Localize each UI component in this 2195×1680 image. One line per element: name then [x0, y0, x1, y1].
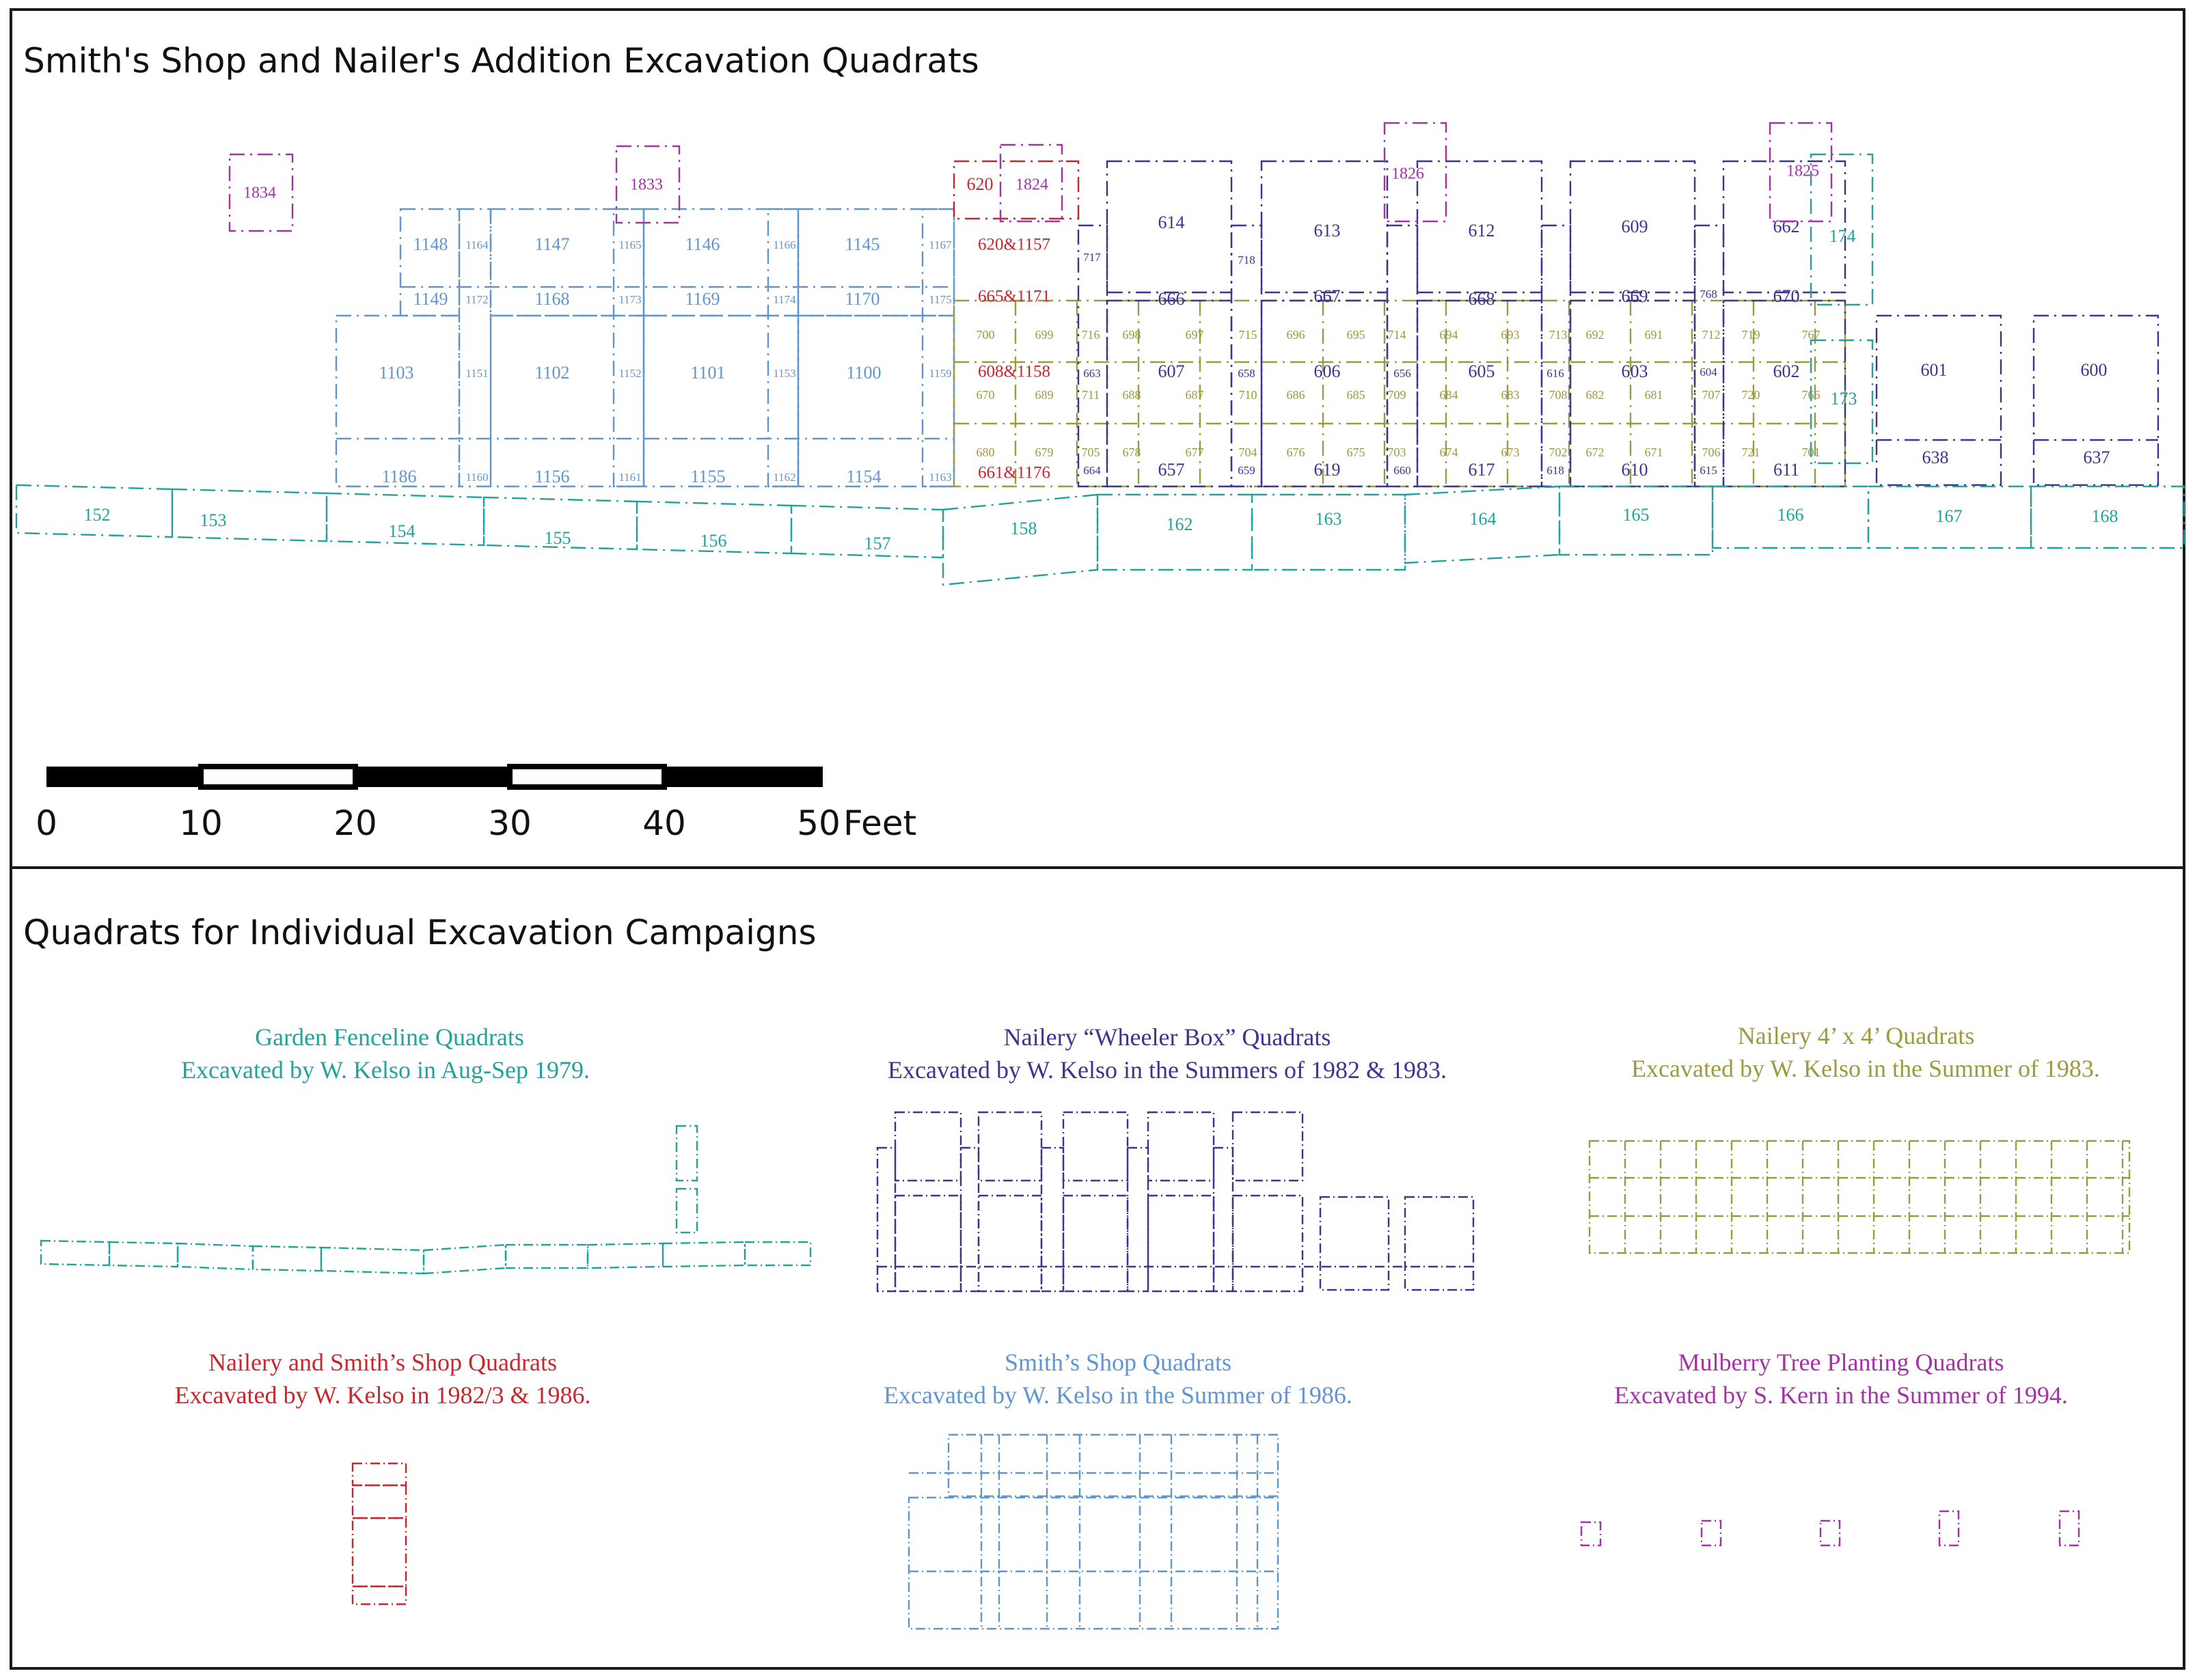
quadrat-label: 694 [1439, 328, 1458, 342]
quadrat-outline [1148, 1196, 1214, 1291]
quadrat-label: 1162 [773, 470, 796, 484]
scale-label-0: 0 [36, 803, 57, 843]
quadrat-label: 689 [1035, 388, 1054, 402]
layer-sb [336, 209, 954, 486]
quadrat-label: 661&1176 [977, 463, 1051, 482]
top-site-plan [16, 123, 2184, 585]
quadrat-label: 691 [1644, 328, 1663, 342]
quadrat-outline [2060, 1511, 2079, 1545]
layer-fx [954, 301, 1845, 486]
quadrat-label: 606 [1313, 361, 1341, 381]
quadrat-outline [895, 1112, 961, 1181]
quadrat-outline [979, 1112, 1041, 1181]
quadrat-outline [1320, 1197, 1389, 1290]
quadrat-label: 610 [1621, 459, 1648, 480]
quadrat-outline [353, 1463, 406, 1485]
quadrat-label: 671 [1644, 445, 1663, 460]
thumb-smiths-shop [909, 1435, 1278, 1629]
quadrat-label: 1160 [465, 470, 489, 484]
quadrat-label: 684 [1439, 388, 1458, 402]
campaign-subtitle: Excavated by W. Kelso in 1982/3 & 1986. [174, 1381, 591, 1409]
quadrat-label: 717 [1083, 250, 1101, 264]
quadrat-outline [178, 1243, 253, 1269]
quadrat-outline [336, 316, 459, 486]
quadrat-label: 155 [544, 527, 571, 548]
quadrat-label: 716 [1081, 328, 1100, 342]
quadrat-label: 667 [1313, 286, 1341, 306]
quadrat-label: 166 [1777, 504, 1804, 525]
campaign-subtitle: Excavated by W. Kelso in the Summer of 1983. [1631, 1055, 2100, 1082]
quadrat-outline [961, 1148, 979, 1291]
quadrat-label: 1159 [929, 366, 952, 380]
quadrat-outline [1063, 1112, 1128, 1181]
quadrat-label: 657 [1158, 459, 1185, 480]
quadrat-label: 659 [1238, 463, 1255, 477]
quadrat-label: 678 [1122, 445, 1141, 460]
quadrat-outline [1214, 1148, 1233, 1291]
quadrat-label: 675 [1346, 445, 1365, 460]
campaign-title: Smith’s Shop Quadrats [1004, 1349, 1232, 1376]
quadrat-label: 157 [864, 533, 891, 553]
quadrat-outline [1233, 1196, 1303, 1291]
quadrat-label: 1146 [685, 234, 720, 254]
layer-mb [230, 123, 1831, 231]
quadrat-label: 619 [1313, 459, 1341, 480]
quadrat-label: 165 [1622, 504, 1650, 525]
quadrat-outline [506, 1245, 588, 1268]
quadrat-outline [677, 1189, 697, 1233]
quadrat-label: 1170 [845, 288, 880, 309]
campaign-subtitle: Excavated by W. Kelso in the Summers of 1982 & 1983. [888, 1056, 1447, 1084]
quadrat-label: 669 [1621, 286, 1648, 306]
quadrat-label: 1167 [929, 238, 952, 251]
quadrat-outline [353, 1586, 406, 1604]
quadrat-label: 1147 [534, 234, 570, 254]
quadrat-label: 604 [1700, 365, 1717, 378]
scale-unit-label: Feet [843, 803, 917, 843]
campaign-title: Garden Fenceline Quadrats [255, 1023, 524, 1051]
quadrat-label: 660 [1393, 463, 1411, 477]
thumb-four-by-four [1590, 1141, 2129, 1253]
scale-segment-3 [355, 767, 510, 787]
quadrat-label: 683 [1501, 388, 1520, 402]
quadrat-label: 1102 [534, 362, 570, 383]
quadrat-label: 680 [976, 445, 995, 460]
thumb-mulberry [1581, 1511, 2079, 1545]
campaign-subtitle: Excavated by S. Kern in the Summer of 1994. [1614, 1381, 2068, 1409]
quadrat-label: 666 [1158, 288, 1185, 309]
quadrat-outline [895, 1196, 961, 1291]
scale-segment-2 [201, 767, 355, 787]
quadrat-outline [1821, 1521, 1840, 1545]
quadrat-outline [877, 1148, 895, 1291]
quadrat-label: 672 [1585, 445, 1605, 460]
quadrat-outline [909, 1498, 1278, 1629]
quadrat-label: 712 [1702, 328, 1721, 342]
quadrat-label: 705 [1081, 445, 1100, 460]
quadrat-label: 1834 [243, 184, 276, 202]
scale-label-50: 50 [797, 803, 841, 843]
quadrat-label: 695 [1346, 328, 1365, 342]
quadrat-label: 658 [1238, 366, 1255, 380]
quadrat-label: 677 [1185, 445, 1204, 460]
quadrat-label: 600 [2080, 359, 2108, 380]
scale-segment-4 [510, 767, 664, 787]
quadrat-label: 704 [1238, 445, 1257, 460]
quadrat-label: 1833 [630, 176, 663, 194]
scale-bar [36, 767, 916, 843]
quadrat-label: 767 [1801, 328, 1821, 342]
quadrat-label: 693 [1501, 328, 1520, 342]
quadrat-label: 153 [200, 510, 227, 530]
quadrat-label: 663 [1083, 366, 1101, 380]
quadrat-label: 1153 [773, 366, 796, 380]
quadrat-label: 1169 [685, 288, 720, 309]
quadrat-label: 613 [1313, 220, 1341, 240]
quadrat-label: 707 [1702, 388, 1721, 402]
quadrat-outline [1590, 1141, 2129, 1253]
quadrat-label: 656 [1393, 366, 1411, 380]
quadrat-label: 1154 [846, 466, 882, 486]
quadrat-outline [321, 1248, 424, 1273]
scale-label-30: 30 [488, 803, 532, 843]
quadrat-label: 710 [1238, 388, 1257, 402]
quadrat-label: 607 [1158, 361, 1185, 381]
quadrat-label: 668 [1468, 288, 1495, 309]
quadrat-label: 603 [1621, 361, 1648, 381]
quadrat-label: 638 [1922, 447, 1949, 467]
quadrat-label: 713 [1549, 328, 1568, 342]
quadrat-label: 721 [1741, 445, 1760, 460]
campaign-title: Nailery and Smith’s Shop Quadrats [208, 1349, 557, 1376]
quadrat-label: 152 [83, 504, 111, 525]
quadrat-label: 164 [1469, 508, 1497, 529]
quadrat-outline [253, 1246, 321, 1271]
quadrat-label: 681 [1644, 388, 1663, 402]
quadrat-label: 1826 [1391, 165, 1424, 183]
quadrat-label: 718 [1238, 253, 1255, 266]
quadrat-outline [1262, 301, 1387, 486]
quadrat-label: 664 [1083, 463, 1101, 477]
scale-label-10: 10 [179, 803, 223, 843]
quadrat-outline [491, 316, 644, 486]
quadrat-label: 685 [1346, 388, 1365, 402]
quadrat-label: 605 [1468, 361, 1495, 381]
quadrat-outline [1702, 1521, 1721, 1545]
campaign-title: Mulberry Tree Planting Quadrats [1678, 1349, 2004, 1376]
quadrat-label: 620 [966, 174, 994, 194]
top-panel-title: Smith's Shop and Nailer's Addition Excavation Quadrats [23, 41, 979, 81]
scale-label-20: 20 [333, 803, 377, 843]
quadrat-label: 1825 [1786, 162, 1819, 180]
quadrat-outline [1252, 495, 1405, 570]
quadrat-label: 714 [1387, 328, 1406, 342]
quadrat-label: 637 [2083, 447, 2110, 467]
quadrat-label: 682 [1585, 388, 1605, 402]
quadrat-label: 1824 [1015, 176, 1048, 194]
quadrat-outline [677, 1126, 697, 1181]
quadrat-label: 670 [1773, 286, 1800, 306]
quadrat-label: 686 [1286, 388, 1305, 402]
scale-segment-5 [664, 767, 823, 787]
quadrat-outline [798, 316, 954, 486]
quadrat-label: 692 [1585, 328, 1605, 342]
quadrat-label: 676 [1286, 445, 1305, 460]
quadrat-label: 698 [1122, 328, 1141, 342]
quadrat-label: 618 [1546, 463, 1564, 477]
quadrat-label: 1172 [465, 292, 489, 306]
quadrat-label: 1175 [929, 292, 952, 306]
quadrat-outline [979, 1196, 1041, 1291]
quadrat-label: 1174 [773, 292, 796, 306]
quadrat-label: 1164 [465, 238, 489, 251]
quadrat-label: 1148 [413, 234, 448, 254]
quadrat-outline [663, 1242, 745, 1267]
quadrat-outline [949, 1435, 1278, 1496]
quadrat-outline [588, 1243, 663, 1268]
quadrat-outline [644, 316, 798, 486]
bottom-panel-title: Quadrats for Individual Excavation Campaigns [23, 913, 817, 952]
quadrat-label: 702 [1549, 445, 1568, 460]
quadrat-label: 615 [1700, 463, 1717, 477]
quadrat-label: 1100 [846, 362, 882, 383]
quadrat-outline [1405, 1197, 1473, 1290]
quadrat-label: 768 [1700, 287, 1717, 301]
quadrat-label: 1166 [773, 238, 796, 251]
quadrat-outline [1128, 1148, 1148, 1291]
quadrat-outline [424, 1245, 506, 1273]
quadrat-label: 665&1171 [977, 287, 1051, 306]
quadrat-label: 709 [1387, 388, 1406, 402]
quadrat-label: 620&1157 [977, 235, 1051, 254]
quadrat-label: 617 [1468, 459, 1495, 480]
quadrat-label: 158 [1010, 518, 1037, 538]
quadrat-outline [172, 489, 327, 541]
quadrat-label: 1149 [413, 288, 448, 309]
quadrat-label: 688 [1122, 388, 1141, 402]
quadrat-label: 673 [1501, 445, 1520, 460]
quadrat-label: 703 [1387, 445, 1406, 460]
campaign-title: Nailery “Wheeler Box” Quadrats [1003, 1023, 1331, 1051]
quadrat-outline [41, 1241, 109, 1265]
thumb-wheeler [877, 1112, 1473, 1291]
quadrat-label: 173 [1830, 388, 1857, 409]
quadrat-label: 701 [1801, 445, 1821, 460]
quadrat-outline [109, 1242, 178, 1267]
quadrat-label: 1151 [465, 366, 489, 380]
layer-wb [1078, 161, 2158, 486]
quadrat-label: 1103 [379, 362, 414, 383]
quadrat-outline [1939, 1511, 1959, 1545]
quadrat-label: 720 [1741, 388, 1760, 402]
quadrat-label: 697 [1185, 328, 1204, 342]
campaign-subtitle: Excavated by W. Kelso in Aug-Sep 1979. [181, 1056, 590, 1084]
quadrat-label: 1145 [845, 234, 880, 254]
quadrat-label: 608&1158 [977, 362, 1051, 381]
scale-label-40: 40 [642, 803, 686, 843]
quadrat-label: 168 [2091, 506, 2118, 526]
quadrat-label: 1173 [618, 292, 642, 306]
quadrat-label: 154 [388, 521, 415, 541]
quadrat-label: 601 [1920, 359, 1948, 380]
quadrat-outline [1063, 1196, 1128, 1291]
quadrat-label: 715 [1238, 328, 1257, 342]
quadrat-label: 609 [1621, 216, 1648, 236]
quadrat-label: 696 [1286, 328, 1305, 342]
quadrat-outline [1233, 1112, 1303, 1181]
quadrat-outline [1581, 1522, 1600, 1545]
quadrat-outline [1417, 301, 1542, 486]
quadrat-label: 1152 [618, 366, 642, 380]
campaign-mulberry [1614, 1349, 2068, 1409]
quadrat-label: 687 [1185, 388, 1204, 402]
quadrat-label: 1168 [534, 288, 570, 309]
quadrat-outline [353, 1518, 406, 1586]
quadrat-label: 1186 [381, 466, 417, 486]
quadrat-label: 679 [1035, 445, 1054, 460]
quadrat-outline [353, 1485, 406, 1518]
quadrat-label: 670 [976, 388, 995, 402]
quadrat-outline [745, 1242, 810, 1265]
quadrat-label: 156 [700, 530, 727, 551]
quadrat-label: 1165 [618, 238, 642, 251]
campaign-smiths-shop [884, 1349, 1352, 1409]
quadrat-outline [943, 495, 1098, 585]
campaign-wheeler-box [888, 1023, 1447, 1084]
quadrat-label: 616 [1546, 366, 1564, 380]
campaign-garden [181, 1023, 590, 1084]
quadrat-label: 766 [1801, 388, 1821, 402]
campaign-subtitle: Excavated by W. Kelso in the Summer of 1986. [884, 1381, 1352, 1409]
thumb-nailery-smith [353, 1463, 406, 1604]
quadrat-label: 719 [1741, 328, 1760, 342]
quadrat-outline [1041, 1148, 1063, 1291]
quadrat-label: 1155 [690, 466, 726, 486]
quadrat-label: 699 [1035, 328, 1054, 342]
quadrat-label: 662 [1773, 216, 1800, 236]
quadrat-label: 612 [1468, 220, 1495, 240]
campaign-nailery-smith [175, 1349, 591, 1409]
quadrat-outline [1148, 1112, 1214, 1181]
campaign-four-by-four [1631, 1022, 2100, 1082]
quadrat-label: 708 [1549, 388, 1568, 402]
quadrat-label: 700 [976, 328, 995, 342]
quadrat-label: 163 [1315, 508, 1342, 529]
quadrat-label: 614 [1158, 212, 1185, 232]
quadrat-label: 162 [1166, 514, 1193, 534]
quadrat-label: 1161 [618, 470, 642, 484]
quadrat-label: 706 [1702, 445, 1721, 460]
quadrat-label: 711 [1081, 388, 1100, 402]
quadrat-label: 674 [1439, 445, 1458, 460]
campaign-title: Nailery 4’ x 4’ Quadrats [1737, 1022, 1975, 1049]
quadrat-label: 167 [1935, 506, 1963, 526]
quadrat-label: 174 [1829, 225, 1856, 246]
quadrat-label: 1156 [534, 466, 570, 486]
quadrat-label: 1101 [690, 362, 726, 383]
thumb-garden [41, 1126, 810, 1273]
quadrat-label: 611 [1773, 459, 1800, 480]
quadrat-label: 602 [1773, 361, 1800, 381]
quadrat-label: 1163 [929, 470, 952, 484]
scale-segment-1 [46, 767, 201, 787]
